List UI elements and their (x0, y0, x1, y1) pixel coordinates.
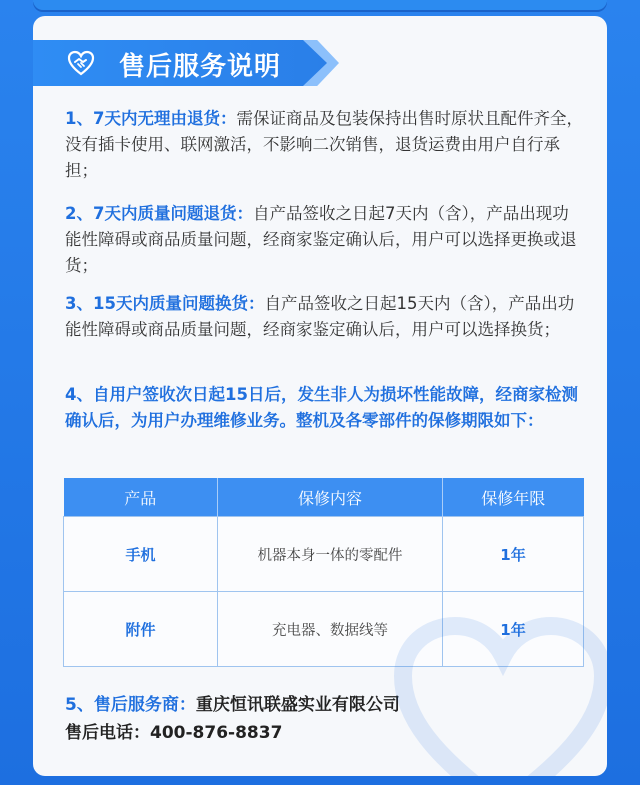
header-product: 产品 (64, 478, 218, 517)
heart-watermark-icon (393, 616, 607, 776)
service-provider-line (65, 690, 400, 715)
top-card-edge (33, 0, 607, 10)
cell-years: 1年 (443, 517, 584, 592)
table-header-row (64, 478, 584, 517)
policy-item-2 (65, 201, 585, 279)
policy-item-1 (65, 106, 585, 184)
header-content: 保修内容 (218, 478, 443, 517)
header-years: 保修年限 (443, 478, 584, 517)
service-phone: 400-876-8837 (150, 723, 283, 743)
policy-item-3 (65, 291, 585, 343)
after-sales-card (33, 16, 607, 776)
cell-content: 机器本身一体的零配件 (218, 517, 443, 592)
service-phone-label: 售后电话： (65, 723, 150, 743)
policy-item-4 (65, 382, 585, 434)
policy-item-4-heading: 4、自用户签收次日起15日后，发生非人为损坏性能故障，经商家检测确认后，为用户办理维修业务。整机及各零部件的保修期限如下： (65, 385, 578, 430)
cell-content: 充电器、数据线等 (218, 592, 443, 667)
service-provider-label: 5、售后服务商： (65, 695, 196, 715)
policy-item-3-text: 自产品签收之日起15天内（含），产品出功能性障碍或商品质量问题，经商家鉴定确认后，用户可以选择换货； (65, 294, 575, 339)
cell-product: 附件 (64, 592, 218, 667)
heart-handshake-icon (67, 50, 95, 76)
service-phone-line (65, 718, 282, 743)
policy-item-1-text: 需保证商品及包装保持出售时原状且配件齐全，没有插卡使用、联网激活，不影响二次销售，退货运费由用户自行承担； (65, 109, 583, 180)
table-row (64, 517, 584, 592)
policy-item-3-heading: 3、15天内质量问题换货： (65, 294, 265, 313)
cell-product: 手机 (64, 517, 218, 592)
policy-item-1-heading: 1、7天内无理由退货： (65, 109, 237, 128)
policy-item-2-heading: 2、7天内质量问题退货： (65, 204, 253, 223)
service-provider-name: 重庆恒讯联盛实业有限公司 (195, 695, 400, 715)
cell-years: 1年 (443, 592, 584, 667)
section-title: 售后服务说明 (119, 52, 282, 82)
policy-item-2-text: 自产品签收之日起7天内（含），产品出现功能性障碍或商品质量问题，经商家鉴定确认后，用户可以选择更换或退货； (65, 204, 577, 275)
